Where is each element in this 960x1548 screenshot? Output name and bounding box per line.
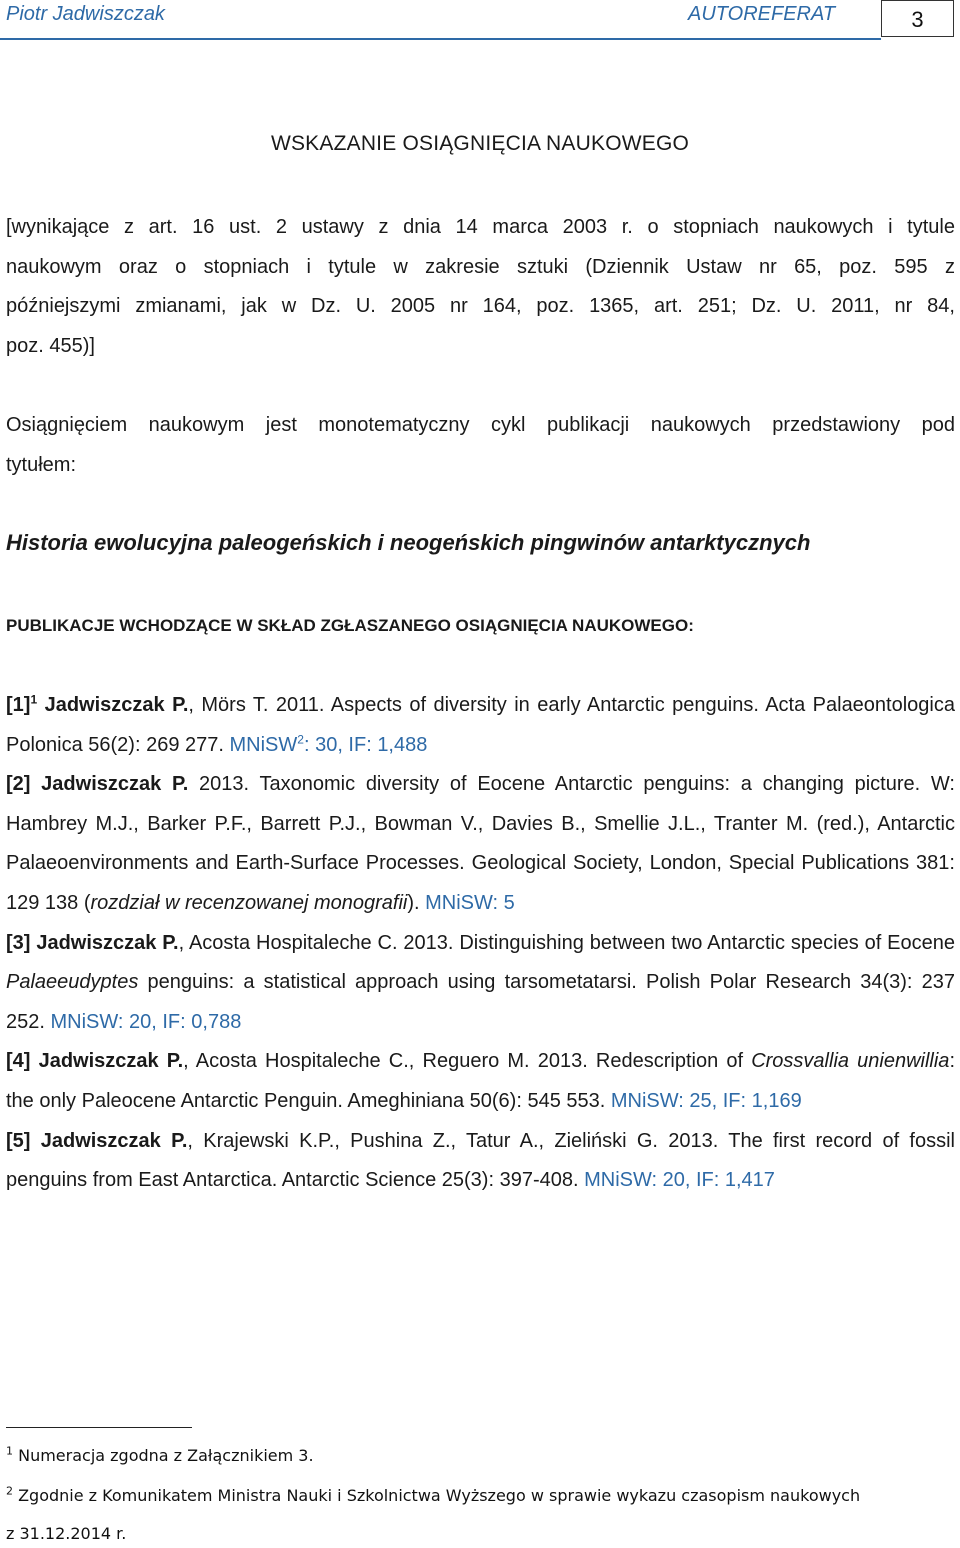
pub-author: Jadwiszczak P. <box>44 694 189 716</box>
footnote-2-cont: z 31.12.2014 r. <box>6 1524 127 1543</box>
intro-line: Osiągnięciem naukowym jest monotematyczny cykl publikacji naukowych przedstawiony pod <box>6 414 955 436</box>
page-header <box>0 0 960 38</box>
legal-basis-line: [wynikające z art. 16 ust. 2 ustawy z dnia 14 marca 2003 r. o stopniach naukowych i tytule <box>6 216 955 238</box>
pub-citation: : the only Paleocene Antarctic Penguin. Ameghiniana 50(6): 545 553. <box>6 1050 955 1112</box>
header-author: Piotr Jadwiszczak <box>6 3 165 25</box>
pub-citation: , Krajewski K.P., Pushina Z., Tatur A., Zieliński G. 2013. The first record of fossil penguins from East Antarctica. Antarctic Science 25(3): 397-408. <box>6 1129 955 1192</box>
pub-italic: Crossvallia unienwillia <box>751 1050 950 1073</box>
header-document-title: AUTOREFERAT <box>688 3 836 25</box>
pub-label-author: [5] Jadwiszczak P. <box>6 1129 188 1152</box>
publication-item <box>6 1122 955 1201</box>
pub-score: MNiSW: 25, IF: 1,169 <box>610 1089 802 1112</box>
pub-italic: rozdział w recenzowanej monografii <box>90 891 408 914</box>
legal-basis-line: naukowym oraz o stopniach i tytule w zakresie sztuki (Dziennik Ustaw nr 65, poz. 595 z <box>6 255 955 278</box>
page-title: WSKAZANIE OSIĄGNIĘCIA NAUKOWEGO <box>270 132 690 155</box>
pub-label-author: [2] Jadwiszczak P. <box>6 773 189 796</box>
pub-score: MNiSW: 5 <box>425 891 515 914</box>
legal-basis-line: późniejszymi zmianami, jak w Dz. U. 2005 nr 164, poz. 1365, art. 251; Dz. U. 2011, nr 84, <box>6 295 955 318</box>
pub-citation: , Acosta Hospitaleche C., Reguero M. 2013. Redescription of <box>183 1050 752 1073</box>
footnote-1: $^1$ Numeracja zgodna z Załącznikiem 3. <box>6 1444 314 1465</box>
footnote-rule <box>6 1427 192 1428</box>
publication-item <box>6 1042 955 1121</box>
publication-item <box>6 924 955 1043</box>
pub-citation: , Mörs T. 2011. Aspects of diversity in early Antarctic penguins. Acta Palaeontologica Polonica 56(2): 269 277. <box>6 694 955 756</box>
pub-italic: Palaeeudyptes <box>6 971 139 994</box>
footnote-2: $^2$ Zgodnie z Komunikatem Ministra Nauki i Szkolnictwa Wyższego w sprawie wykazu czasopism naukowych <box>6 1484 861 1505</box>
publication-item <box>6 686 955 765</box>
legal-basis-line: poz. 455)] <box>6 334 95 357</box>
pub-label: [1] <box>6 694 31 716</box>
pub-label-author: [4] Jadwiszczak P. <box>6 1050 184 1073</box>
page-number: 3 <box>881 0 954 37</box>
legal-basis <box>6 208 955 366</box>
pub-score: MNiSW: 20, IF: 1,417 <box>584 1169 775 1192</box>
publication-list <box>6 686 955 1201</box>
pub-citation-close: ). <box>407 891 420 914</box>
pub-citation: , Acosta Hospitaleche C. 2013. Distinguishing between two Antarctic species of Eocene <box>178 931 955 954</box>
intro-line: tytułem: <box>6 453 77 476</box>
publication-item <box>6 765 955 923</box>
pub-label-author: [3] Jadwiszczak P. <box>6 931 179 954</box>
pub-score: MNiSW$^2$: 30, IF: 1,488 <box>229 731 428 756</box>
header-rule <box>0 38 881 40</box>
publications-heading: PUBLIKACJE WCHODZĄCE W SKŁAD ZGŁASZANEGO OSIĄGNIĘCIA NAUKOWEGO: <box>6 616 694 635</box>
pub-score: MNiSW: 20, IF: 0,788 <box>50 1010 242 1033</box>
pub-citation: penguins: a statistical approach using tarsometatarsi. Polish Polar Research 34(3): 237 252. <box>6 971 955 1033</box>
pub-citation: 2013. Taxonomic diversity of Eocene Antarctic penguins: a changing picture. W: Hambrey M.J., Barker P.F., Barrett P.J., Bowman V., Davies B., Smellie J.L., Tranter M. (red.), Antarctic Palaeoenvironments and Earth-Surface Processes. Geological Society, London, Special Publications 381: 129 138 ( <box>6 773 955 914</box>
intro-paragraph <box>6 406 955 485</box>
achievement-title: Historia ewolucyjna paleogeńskich i neogeńskich pingwinów antarktycznych <box>6 530 811 555</box>
footnote-ref: 1 <box>30 692 38 707</box>
